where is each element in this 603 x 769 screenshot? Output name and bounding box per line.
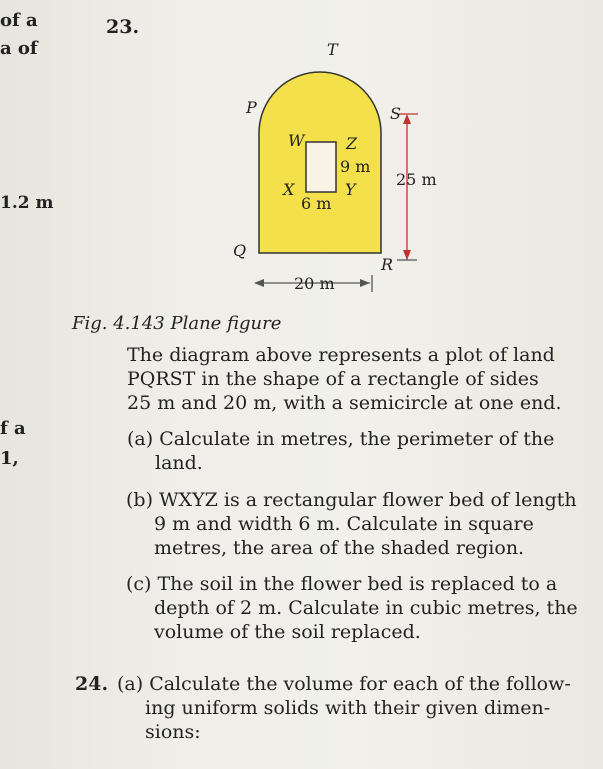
label-X: X [283,180,295,199]
left-fragment-5: 1, [0,448,19,469]
left-fragment-2: a of [0,38,38,59]
figure-caption: Fig. 4.143 Plane figure [72,313,282,334]
question-number-23: 23. [106,16,140,38]
part-a-line-1: (a) Calculate in metres, the perimeter of the [127,428,555,450]
width-arrow-left-head [254,279,264,287]
label-Y: Y [345,180,356,199]
label-Z: Z [346,134,358,153]
label-P: P [246,98,257,117]
total-width-label: 20 m [294,274,335,293]
part-b-line-2: 9 m and width 6 m. Calculate in square [154,513,534,535]
stem-line-1: The diagram above represents a plot of land [127,344,555,366]
stem-line-2: PQRST in the shape of a rectangle of sides [127,368,539,390]
question-number-24: 24. [75,673,109,695]
flower-bed [306,142,336,192]
left-fragment-1: of a [0,10,38,31]
stem-line-3: 25 m and 20 m, with a semicircle at one end. [127,392,562,414]
inner-height-label: 9 m [340,157,371,176]
label-W: W [288,131,305,150]
height-arrow-top-head [403,114,411,124]
label-S: S [390,104,401,123]
label-Q: Q [233,241,247,260]
inner-width-label: 6 m [301,194,332,213]
q24-part-a-line-2: ing uniform solids with their given dimen- [145,697,551,719]
left-fragment-3: 1.2 m [0,193,54,213]
left-fragment-4: f a [0,418,26,439]
total-height-label: 25 m [396,170,437,189]
part-c-line-2: depth of 2 m. Calculate in cubic metres, the [154,597,578,619]
label-R: R [381,255,394,274]
part-c-line-1: (c) The soil in the flower bed is replaced to a [126,573,558,595]
height-arrow-bottom-head [403,250,411,260]
part-b-line-1: (b) WXYZ is a rectangular flower bed of length [126,489,577,511]
q24-part-a-line-3: sions: [145,721,201,743]
part-a-line-2: land. [155,452,203,474]
part-c-line-3: volume of the soil replaced. [154,621,421,643]
part-b-line-3: metres, the area of the shaded region. [154,537,525,559]
width-arrow-right-head [360,279,370,287]
q24-part-a-line-1: (a) Calculate the volume for each of the follow- [117,673,571,695]
label-T: T [327,40,338,59]
